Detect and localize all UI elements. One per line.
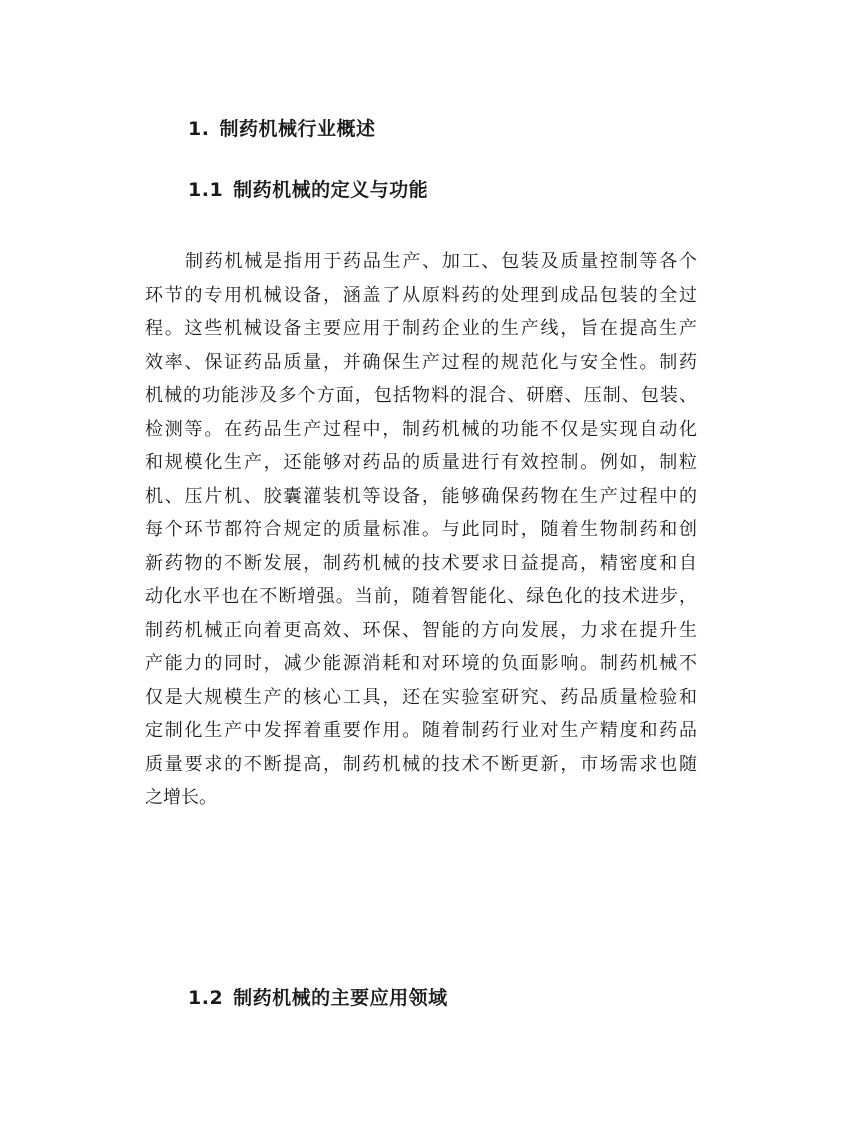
paragraph-line: 环节的专用机械设备，涵盖了从原料药的处理到成品包装的全过 xyxy=(145,284,697,306)
paragraph-line: 程。这些机械设备主要应用于制药企业的生产线，旨在提高生产 xyxy=(145,318,697,339)
paragraph-line: 定制化生产中发挥着重要作用。随着制药行业对生产精度和药品 xyxy=(145,720,697,741)
paragraph-line: 新药物的不断发展，制药机械的技术要求日益提高，精密度和自 xyxy=(145,552,697,574)
paragraph-line: 产能力的同时，减少能源消耗和对环境的负面影响。制药机械不 xyxy=(145,653,697,674)
paragraph-line: 和规模化生产，还能够对药品的质量进行有效控制。例如，制粒 xyxy=(145,452,697,473)
paragraph-line: 效率、保证药品质量，并确保生产过程的规范化与安全性。制药 xyxy=(145,351,697,373)
paragraph-line: 质量要求的不断提高，制药机械的技术不断更新，市场需求也随 xyxy=(145,753,697,775)
paragraph-line: 检测等。在药品生产过程中，制药机械的功能不仅是实现自动化 xyxy=(145,418,697,440)
section-1-2-heading xyxy=(188,986,448,1010)
paragraph-line: 制药机械是指用于药品生产、加工、包装及质量控制等各个 xyxy=(185,251,697,272)
paragraph-line: 动化水平也在不断增强。当前，随着智能化、绿色化的技术进步， xyxy=(145,586,697,607)
section-1-heading xyxy=(188,117,375,141)
section-1-2-number: 1.2 xyxy=(188,987,224,1009)
paragraph-line: 之增长。 xyxy=(145,787,217,808)
section-1-2-title: 制药机械的主要应用领域 xyxy=(233,987,448,1009)
section-1-1-heading xyxy=(188,178,428,202)
paragraph-line: 机、压片机、胶囊灌装机等设备，能够确保药物在生产过程中的 xyxy=(145,485,697,507)
section-1-1-title: 制药机械的定义与功能 xyxy=(233,179,429,201)
section-1-1-number: 1.1 xyxy=(188,179,224,201)
section-1-1-paragraph xyxy=(145,245,705,815)
section-1-title: 制药机械行业概述 xyxy=(219,118,376,140)
paragraph-line: 机械的功能涉及多个方面，包括物料的混合、研磨、压制、包装、 xyxy=(145,385,697,406)
paragraph-line: 制药机械正向着更高效、环保、智能的方向发展，力求在提升生 xyxy=(145,619,697,641)
paragraph-line: 每个环节都符合规定的质量标准。与此同时，随着生物制药和创 xyxy=(145,519,697,540)
section-1-number: 1. xyxy=(188,118,210,140)
paragraph-line: 仅是大规模生产的核心工具，还在实验室研究、药品质量检验和 xyxy=(145,686,697,708)
